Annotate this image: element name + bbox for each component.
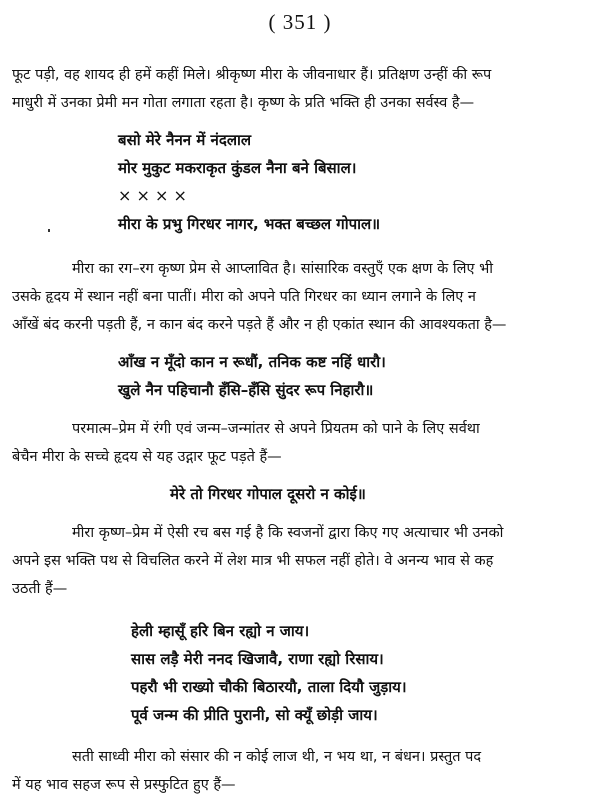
verse-line: हेली म्हासूँ हरि बिन रह्यो न जाय। bbox=[131, 622, 310, 640]
verse-line: पहरौ भी राख्यो चौकी बिठारयौ, ताला दियौ जुड़ाय। bbox=[131, 678, 407, 696]
verse-line: पूर्व जन्म की प्रीति पुरानी, सो क्यूँ छोड़ी जाय। bbox=[131, 706, 378, 724]
paragraph-line: परमात्म–प्रेम में रंगी एवं जन्म–जन्मांतर से अपने प्रियतम को पाने के लिए सर्वथा bbox=[72, 421, 480, 437]
verse-1 bbox=[118, 126, 448, 238]
paragraph-line: माधुरी में उनका प्रेमी मन गोता लगाता रहता है। कृष्ण के प्रति भक्ति ही उनका सर्वस्व है— bbox=[12, 95, 475, 111]
verse-line: खुले नैन पहिचानौ हँसि–हँसि सुंदर रूप निहारौ॥ bbox=[118, 381, 374, 399]
page-number: ( 351 ) bbox=[268, 10, 332, 34]
paragraph-4 bbox=[12, 519, 590, 603]
paragraph-line: फूट पड़ी, वह शायद ही हमें कहीं मिले। श्रीकृष्ण मीरा के जीवनाधार हैं। प्रतिक्षण उन्हीं की रूप bbox=[12, 67, 492, 83]
paragraph-line: उठती हैं— bbox=[12, 581, 68, 597]
verse-line: मोर मुकुट मकराकृत कुंडल नैना बने बिसाल। bbox=[118, 159, 357, 177]
paragraph-line: में यह भाव सहज रूप से प्रस्फुटित हुए हैं— bbox=[12, 777, 236, 793]
verse-omission-marks bbox=[118, 182, 448, 210]
print-speck bbox=[48, 229, 50, 232]
paragraph-2 bbox=[12, 255, 590, 339]
verse-line: मीरा के प्रभु गिरधर नागर, भक्त बच्छल गोपाल॥ bbox=[118, 215, 381, 233]
paragraph-line: उसके हृदय में स्थान नहीं बना पातीं। मीरा को अपने पति गिरधर का ध्यान लगाने के लिए न bbox=[12, 289, 476, 305]
cross-mark: × bbox=[173, 186, 187, 205]
paragraph-5 bbox=[12, 743, 590, 799]
cross-mark: × bbox=[136, 186, 150, 205]
verse-line: आँख न मूँदो कान न रूधौं, तनिक कष्ट नहिं धारौ। bbox=[118, 353, 386, 371]
paragraph-3 bbox=[12, 415, 590, 471]
paragraph-line: बेचैन मीरा के सच्चे हृदय से यह उद्गार फूट पड़ते हैं— bbox=[12, 449, 282, 465]
paragraph-line: मीरा का रग–रग कृष्ण प्रेम से आप्लावित है। सांसारिक वस्तुएँ एक क्षण के लिए भी bbox=[72, 261, 494, 277]
paragraph-line: सती साध्वी मीरा को संसार की न कोई लाज थी, न भय था, न बंधन। प्रस्तुत पद bbox=[72, 749, 482, 765]
paragraph-1 bbox=[12, 61, 590, 117]
paragraph-line: आँखें बंद करनी पड़ती हैं, न कान बंद करने पड़ते हैं और न ही एकांत स्थान की आवश्यकता है— bbox=[12, 317, 507, 333]
paragraph-line: अपने इस भक्ति पथ से विचलित करने में लेश मात्र भी सफल नहीं होते। वे अनन्य भाव से कह bbox=[12, 553, 494, 569]
verse-line: सास लड़ै मेरी ननद खिजावै, राणा रह्यो रिसाय। bbox=[131, 650, 384, 668]
verse-line: मेरे तो गिरधर गोपाल दूसरो न कोई॥ bbox=[170, 485, 366, 503]
verse-3 bbox=[170, 480, 366, 508]
verse-2 bbox=[118, 348, 386, 404]
cross-mark: × bbox=[118, 186, 132, 205]
verse-4 bbox=[131, 617, 407, 729]
cross-mark: × bbox=[155, 186, 169, 205]
verse-line: बसो मेरे नैनन में नंदलाल bbox=[118, 131, 252, 149]
paragraph-line: मीरा कृष्ण–प्रेम में ऐसी रच बस गई है कि स्वजनों द्वारा किए गए अत्याचार भी उनको bbox=[72, 525, 504, 541]
